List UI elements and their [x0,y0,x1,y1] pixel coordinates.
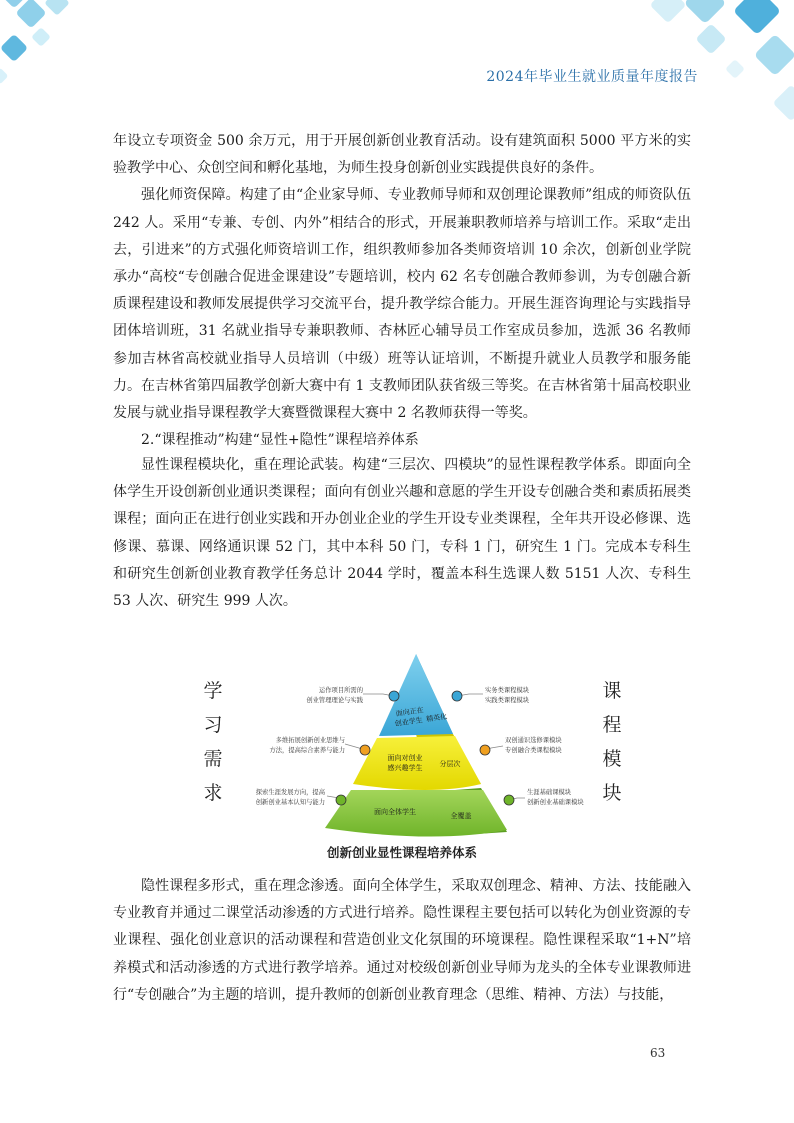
pyramid-tier-3 [325,790,507,837]
paragraph: 隐性课程多形式，重在理念渗透。面向全体学生，采取双创理念、精神、方法、技能融入专业教育并通过二课堂活动渗透的方式进行培养。隐性课程主要包括可以转化为创业资源的专业课程、强化创业意识的活动课程和营造创业文化氛围的环境课程。隐性课程采取“1+N”培养模式和活动渗透的方式进行教学培养。通过对校级创新创业导师为龙头的全体专业课教师进行“专创融合”为主题的培训，提升教师的创新创业教育理念（思维、精神、方法）与技能， [113,878,691,1003]
body-text-block-1 [113,128,691,454]
paragraph: 显性课程模块化，重在理论武装。构建“三层次、四模块”的显性课程教学体系。即面向全体学生开设创新创业通识类课程；面向有创业兴趣和意愿的学生开设专创融合类和素质拓展类课程；面向正在进行创业实践和开办创业企业的学生开设专业类课程，全年共开设必修课、选修课、慕课、网络通识课 52 门，其中本科 50 门，专科 1 门，研究生 1 门。完成本专科生和研究生创新创业教育教学任务总计 2044 学时，覆盖本科生选课人数 5151 人次、专科生 53 人次、研究生 999 人次。 [113,457,691,610]
marker-dot [360,745,370,755]
left-note-3b: 创新创业基本认知与能力 [255,799,325,806]
left-note-2a: 多维拓展创新创业思维与 [275,737,345,744]
right-note-3b: 创新创业基础课模块 [527,799,584,806]
right-note-2b: 专创融合类课程模块 [505,747,562,754]
right-note-2a: 双创通识选修课模块 [505,737,562,744]
tier-3-tag: 全覆盖 [450,812,472,820]
page-number: 63 [650,1046,666,1060]
learning-needs-label [198,674,228,810]
marker-dot [480,745,490,755]
tier-1-label-a: 面向正在 [395,706,425,718]
left-note-3a: 探索生涯发展方向，提高 [255,789,325,796]
body-text-block-3 [113,873,691,1009]
paragraph: 强化师资保障。构建了由“企业家导师、专业教师导师和双创理论课教师”组成的师资队伍 242 人。采用“专兼、专创、内外”相结合的形式，开展兼职教师培养与培训工作。采取“走出去，引进来”的方式强化师资培训工作，组织教师参加各类师资培训 10 余次，创新创业学院承办“高校“专创融合促进金课建设”专题培训，校内 62 名专创融合教师参训，为专创融合新质课程建设和教师发展提供学习交流平台，提升教学综合能力。开展生涯咨询理论与实践指导团体培训班，31 名就业指导专兼职教师、杏林匠心辅导员工作室成员参加，选派 36 名教师参加吉林省高校就业指导人员培训（中级）班等认证培训，不断提升就业人员教学和服务能力。在吉林省第四届教学创新大赛中有 1 支教师团队获省级三等奖。在吉林省第十届高校职业发展与就业指导课程教学大赛暨微课程大赛中 2 名教师获得一等奖。 [113,187,691,422]
paragraph: 年设立专项资金 500 余万元，用于开展创新创业教育活动。设有建筑面积 5000 平方米的实验教学中心、众创空间和孵化基地，为师生投身创新创业实践提供良好的条件。 [113,133,691,177]
right-note-1a: 实务类课程模块 [485,687,530,694]
left-note-1a: 运作项目所需的 [318,687,363,694]
label-char: 课 [602,680,622,702]
running-header: 2024年毕业生就业质量年度报告 [486,69,698,85]
marker-dot [452,691,462,701]
curriculum-pyramid-figure [113,638,691,868]
marker-dot [336,795,346,805]
tier-2-tag: 分层次 [439,760,461,768]
tier-3-label: 面向全体学生 [374,808,416,816]
pyramid-tier-2 [353,736,481,790]
tier-1-label-b: 创业学生 [394,716,424,728]
left-note-1b: 创业管理理论与实践 [306,697,363,704]
label-char: 求 [203,782,223,804]
label-char: 模 [602,748,622,770]
right-note-3a: 生涯基础课模块 [527,789,572,796]
label-char: 块 [602,782,622,804]
body-text-block-2 [113,452,691,615]
section-heading: 2.“课程推动”构建“显性+隐性”课程培养体系 [141,432,419,449]
label-char: 需 [203,748,223,770]
label-char: 习 [203,714,223,736]
label-char: 程 [602,714,622,736]
label-char: 学 [203,680,223,702]
tier-2-label-b: 感兴趣学生 [387,764,423,772]
marker-dot [389,691,399,701]
tier-2-label-a: 面向对创业 [387,754,423,762]
course-modules-label [597,674,627,810]
right-note-1b: 实践类课程模块 [485,697,530,704]
tier-1-tag: 精英化 [425,712,448,724]
marker-dot [504,795,514,805]
left-note-2b: 方法，提高综合素养与能力 [269,747,345,754]
figure-caption: 创新创业显性课程培养体系 [326,845,477,860]
